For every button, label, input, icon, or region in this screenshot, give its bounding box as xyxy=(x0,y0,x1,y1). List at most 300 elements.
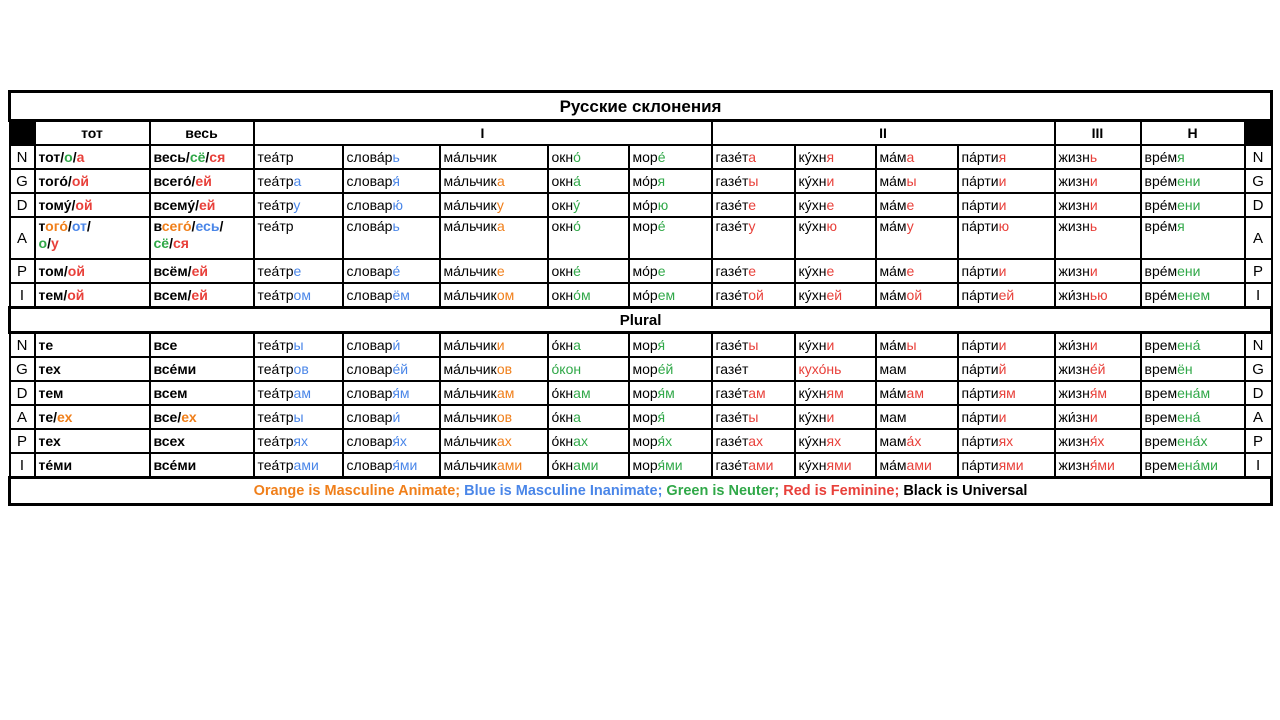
case-label-right: N xyxy=(1245,333,1272,358)
ending-segment: па́рти xyxy=(961,148,999,165)
ending-segment: ма́льчик xyxy=(443,336,497,353)
form-cell xyxy=(958,145,1055,169)
case-label-left: I xyxy=(10,283,35,308)
form-cell xyxy=(254,259,343,283)
ending-segment: газе́т xyxy=(715,218,749,234)
ending-segment: я́м xyxy=(392,384,410,401)
form-cell xyxy=(548,169,629,193)
ending-segment: окн xyxy=(551,286,574,303)
ending-segment: о xyxy=(38,235,48,251)
ending-segment: е xyxy=(293,262,302,279)
form-cell xyxy=(958,357,1055,381)
legend-entry: Black is Universal xyxy=(903,482,1028,499)
ending-segment: ма́льчик xyxy=(443,360,497,377)
ending-segment: ма́льчик xyxy=(443,172,497,189)
form-cell xyxy=(35,283,150,308)
ending-segment: а xyxy=(906,148,915,165)
form-cell xyxy=(254,193,343,217)
ending-segment: а xyxy=(76,148,85,165)
ending-segment: сё xyxy=(189,148,206,165)
form-cell xyxy=(629,429,712,453)
form-cell xyxy=(1141,283,1245,308)
form-cell xyxy=(548,333,629,358)
ending-segment: о́ xyxy=(573,148,581,165)
ending-segment: ом xyxy=(496,286,515,303)
ending-segment: е́й xyxy=(392,360,409,377)
form-cell xyxy=(712,405,795,429)
ending-segment: ом xyxy=(293,286,311,303)
form-cell xyxy=(343,429,440,453)
ending-segment: о́кн xyxy=(551,408,574,425)
ending-segment: ма́м xyxy=(879,196,907,213)
ending-segment: тех xyxy=(38,360,61,377)
ending-segment: ех xyxy=(181,408,197,425)
ending-segment: ени xyxy=(1177,262,1201,279)
case-label-right: A xyxy=(1245,405,1272,429)
form-cell xyxy=(1141,259,1245,283)
form-cell xyxy=(343,193,440,217)
ending-segment: ма́льчик xyxy=(443,148,497,165)
ending-segment: е́ xyxy=(392,262,401,279)
ending-segment: врем xyxy=(1144,432,1178,449)
singular-row xyxy=(10,283,1272,308)
ending-segment: ами xyxy=(496,456,523,473)
header-tot: тот xyxy=(35,121,150,146)
ending-segment: а xyxy=(573,336,581,353)
ending-segment: весь/ xyxy=(153,148,190,165)
case-label-right: N xyxy=(1245,145,1272,169)
ending-segment: я xyxy=(1177,218,1185,234)
ending-segment: я́ xyxy=(657,336,666,353)
ending-segment: й xyxy=(998,360,1007,377)
form-cell xyxy=(1141,193,1245,217)
ending-segment: е́й xyxy=(657,360,674,377)
ending-segment: ях xyxy=(293,432,308,449)
form-cell xyxy=(254,429,343,453)
form-cell xyxy=(958,217,1055,259)
ending-segment: ам xyxy=(293,384,311,401)
ending-segment: а xyxy=(496,218,505,234)
form-cell xyxy=(876,169,958,193)
case-label-left: N xyxy=(10,333,35,358)
ending-segment: па́рти xyxy=(961,172,999,189)
form-cell xyxy=(343,259,440,283)
ending-segment: есь xyxy=(195,218,220,234)
ending-segment: мор xyxy=(632,408,658,425)
ending-segment: жизн xyxy=(1058,196,1090,213)
ending-segment: ой xyxy=(71,172,89,189)
form-cell xyxy=(150,169,254,193)
ending-segment: и́ xyxy=(392,408,401,425)
case-label-right: A xyxy=(1245,217,1272,259)
ending-segment: а xyxy=(496,172,505,189)
ending-segment: ена́ xyxy=(1177,408,1201,425)
ending-segment: ой xyxy=(906,286,923,303)
form-cell xyxy=(958,453,1055,478)
ending-segment: мо́р xyxy=(632,196,658,213)
form-cell xyxy=(795,145,876,169)
ending-segment: те xyxy=(38,336,54,353)
ending-segment: ку́хн xyxy=(798,384,827,401)
ending-segment: ов xyxy=(496,408,513,425)
ending-segment: теа́тр xyxy=(257,196,294,213)
ending-segment: ах xyxy=(748,432,764,449)
ending-segment: па́рти xyxy=(961,432,999,449)
ending-segment: я xyxy=(1177,148,1185,165)
ending-segment: газе́т xyxy=(715,196,749,213)
ending-segment: теа́тр xyxy=(257,218,294,234)
ending-segment: жи́зн xyxy=(1058,286,1090,303)
ending-segment: е xyxy=(748,196,757,213)
ending-segment: е xyxy=(826,262,835,279)
ending-segment: ами xyxy=(573,456,599,473)
ending-segment: ях xyxy=(826,432,842,449)
ending-segment: па́рти xyxy=(961,196,999,213)
ending-segment: ю́ xyxy=(392,196,403,213)
form-cell xyxy=(254,333,343,358)
form-cell xyxy=(958,405,1055,429)
ending-segment: ов xyxy=(496,360,513,377)
ending-segment: теа́тр xyxy=(257,456,294,473)
form-cell xyxy=(712,145,795,169)
ending-segment: газе́т xyxy=(715,172,749,189)
form-cell xyxy=(1055,381,1141,405)
ending-segment: теа́тр xyxy=(257,262,294,279)
form-cell xyxy=(876,217,958,259)
form-cell xyxy=(712,381,795,405)
ending-segment: ма́льчик xyxy=(443,218,497,234)
ending-segment: а́х xyxy=(906,432,922,449)
form-cell xyxy=(958,193,1055,217)
form-cell xyxy=(795,381,876,405)
ending-segment: мор xyxy=(632,360,658,377)
case-label-right: P xyxy=(1245,429,1272,453)
singular-row xyxy=(10,259,1272,283)
form-cell xyxy=(629,217,712,259)
ending-segment: я xyxy=(998,148,1007,165)
ending-segment: газе́т xyxy=(715,456,749,473)
form-cell xyxy=(958,169,1055,193)
ending-segment: ы xyxy=(748,336,759,353)
ending-segment: ена́м xyxy=(1177,384,1211,401)
ending-segment: окн xyxy=(551,148,574,165)
ending-segment: е́ xyxy=(657,218,666,234)
ending-segment: е́й xyxy=(1089,360,1106,377)
ending-segment: ма́м xyxy=(879,456,907,473)
ending-segment: и xyxy=(826,408,835,425)
form-cell xyxy=(712,283,795,308)
ending-segment: и xyxy=(998,172,1007,189)
case-label-left: A xyxy=(10,217,35,259)
plural-row xyxy=(10,357,1272,381)
ending-segment: па́рти xyxy=(961,408,999,425)
ending-segment: е xyxy=(657,262,666,279)
ending-segment: ю xyxy=(826,218,838,234)
ending-segment: ена́ xyxy=(1177,336,1201,353)
ending-segment: газе́т xyxy=(715,360,749,377)
header-group-n: Н xyxy=(1141,121,1245,146)
case-label-left: D xyxy=(10,193,35,217)
ending-segment: мо́р xyxy=(632,172,658,189)
ending-segment: у xyxy=(748,218,756,234)
legend-entry: Green is Neuter; xyxy=(666,482,784,499)
ending-segment: ами xyxy=(748,456,774,473)
ending-segment: т xyxy=(38,218,46,234)
ending-segment: ма́льчик xyxy=(443,408,497,425)
ending-segment: жизн xyxy=(1058,432,1090,449)
ending-segment: ей xyxy=(191,286,208,303)
ending-segment: ма́м xyxy=(879,336,907,353)
form-cell xyxy=(440,169,548,193)
form-cell xyxy=(795,217,876,259)
ending-segment: жизн xyxy=(1058,384,1090,401)
ending-segment: е́ xyxy=(573,262,581,279)
ending-segment: словар xyxy=(346,408,393,425)
ending-segment: у xyxy=(293,196,301,213)
ending-segment: того́/ xyxy=(38,172,72,189)
form-cell xyxy=(548,283,629,308)
form-cell xyxy=(254,169,343,193)
singular-row xyxy=(10,169,1272,193)
form-cell xyxy=(343,405,440,429)
ending-segment: ы xyxy=(293,336,304,353)
ending-segment: я́ми xyxy=(392,456,418,473)
ending-segment: па́рти xyxy=(961,286,999,303)
ending-segment: о́кн xyxy=(551,336,574,353)
form-cell xyxy=(1141,217,1245,259)
case-label-left: D xyxy=(10,381,35,405)
ending-segment: ма́м xyxy=(879,148,907,165)
form-cell xyxy=(150,193,254,217)
case-label-left: G xyxy=(10,357,35,381)
ending-segment: всем xyxy=(153,384,188,401)
ending-segment: па́рти xyxy=(961,336,999,353)
ending-segment: и xyxy=(1089,408,1098,425)
form-cell xyxy=(958,429,1055,453)
ending-segment: ей xyxy=(195,172,212,189)
case-label-right: G xyxy=(1245,357,1272,381)
ending-segment: врем xyxy=(1144,360,1178,377)
form-cell xyxy=(629,145,712,169)
ending-segment: ена́ми xyxy=(1177,456,1218,473)
ending-segment: и xyxy=(826,336,835,353)
ending-segment: ю xyxy=(998,218,1010,234)
ending-segment: газе́т xyxy=(715,408,749,425)
ending-segment: словар xyxy=(346,432,393,449)
ending-segment: ени xyxy=(1177,196,1201,213)
ending-segment: ами xyxy=(293,456,319,473)
ending-segment: а́ xyxy=(573,172,581,189)
ending-segment: па́рти xyxy=(961,218,999,234)
ending-segment: ён xyxy=(1177,360,1193,377)
ending-segment: ма́м xyxy=(879,218,907,234)
form-cell xyxy=(629,405,712,429)
form-cell xyxy=(795,169,876,193)
ending-segment: па́рти xyxy=(961,384,999,401)
ending-segment: о́кн xyxy=(551,432,574,449)
form-cell xyxy=(254,381,343,405)
ending-segment: словар xyxy=(346,196,393,213)
form-cell xyxy=(629,259,712,283)
ending-segment: слова́р xyxy=(346,218,393,234)
declension-table xyxy=(8,90,1273,506)
ending-segment: а xyxy=(748,148,757,165)
form-cell xyxy=(1141,429,1245,453)
ending-segment: все/ xyxy=(153,408,182,425)
ending-segment: и xyxy=(998,408,1007,425)
form-cell xyxy=(548,357,629,381)
ending-segment: ь xyxy=(392,218,400,234)
ending-segment: вре́м xyxy=(1144,148,1178,165)
ending-segment: у xyxy=(50,235,59,251)
ending-segment: ем xyxy=(657,286,676,303)
singular-row xyxy=(10,145,1272,169)
plural-row xyxy=(10,453,1272,478)
ending-segment: ку́хн xyxy=(798,262,827,279)
ending-segment: мор xyxy=(632,384,658,401)
ending-segment: ы xyxy=(906,172,917,189)
form-cell xyxy=(876,193,958,217)
ending-segment: теа́тр xyxy=(257,384,294,401)
ending-segment: вре́м xyxy=(1144,196,1178,213)
plural-row xyxy=(10,405,1272,429)
form-cell xyxy=(548,259,629,283)
form-cell xyxy=(548,217,629,259)
form-cell xyxy=(712,217,795,259)
form-cell xyxy=(712,259,795,283)
ending-segment: / xyxy=(205,148,210,165)
form-cell xyxy=(1141,333,1245,358)
ending-segment: и xyxy=(1089,172,1098,189)
ending-segment: всем/ xyxy=(153,286,192,303)
form-cell xyxy=(876,283,958,308)
form-cell xyxy=(254,453,343,478)
form-cell xyxy=(35,169,150,193)
form-cell xyxy=(876,333,958,358)
case-label-left: P xyxy=(10,429,35,453)
form-cell xyxy=(629,357,712,381)
form-cell xyxy=(343,145,440,169)
ending-segment: жизн xyxy=(1058,262,1090,279)
ending-segment: жи́зн xyxy=(1058,408,1090,425)
ending-segment: па́рти xyxy=(961,360,999,377)
form-cell xyxy=(629,333,712,358)
ending-segment: я́ми xyxy=(657,456,683,473)
ending-segment: ку́хн xyxy=(798,148,827,165)
ending-segment: ём xyxy=(392,286,410,303)
form-cell xyxy=(343,217,440,259)
form-cell xyxy=(440,453,548,478)
ending-segment: мор xyxy=(632,456,658,473)
form-cell xyxy=(1055,145,1141,169)
ending-segment: / xyxy=(219,218,224,234)
ending-segment: / xyxy=(47,235,51,251)
ending-segment: ку́хн xyxy=(798,218,827,234)
form-cell xyxy=(1141,453,1245,478)
form-cell xyxy=(150,217,254,259)
ending-segment: газе́т xyxy=(715,384,749,401)
ending-segment: слова́р xyxy=(346,148,393,165)
ending-segment: ях xyxy=(998,432,1014,449)
ending-segment: ма́льчик xyxy=(443,432,497,449)
ending-segment: я́м xyxy=(1089,384,1108,401)
ending-segment: е xyxy=(496,262,505,279)
ending-segment: теа́тр xyxy=(257,360,294,377)
ending-segment: все́ми xyxy=(153,456,197,473)
ending-segment: жизн xyxy=(1058,172,1090,189)
ending-segment: и xyxy=(1089,262,1098,279)
ending-segment: я́х xyxy=(1089,432,1105,449)
ending-segment: ей xyxy=(826,286,843,303)
corner-block-left xyxy=(10,121,35,146)
form-cell xyxy=(1055,217,1141,259)
ending-segment: ку́хн xyxy=(798,196,827,213)
form-cell xyxy=(343,381,440,405)
form-cell xyxy=(958,283,1055,308)
form-cell xyxy=(876,429,958,453)
ending-segment: ех xyxy=(57,408,73,425)
ending-segment: газе́т xyxy=(715,148,749,165)
ending-segment: всего́/ xyxy=(153,172,196,189)
ending-segment: окн xyxy=(551,262,574,279)
ending-segment: ма́льчик xyxy=(443,456,497,473)
ending-segment: вре́м xyxy=(1144,218,1178,234)
form-cell xyxy=(795,453,876,478)
ending-segment: ы xyxy=(748,172,759,189)
ending-segment: ма́льчик xyxy=(443,196,497,213)
form-cell xyxy=(35,357,150,381)
ending-segment: ку́хн xyxy=(798,456,827,473)
ending-segment: мор xyxy=(632,148,658,165)
ending-segment: ку́хн xyxy=(798,432,827,449)
ending-segment: вре́м xyxy=(1144,286,1178,303)
form-cell xyxy=(150,283,254,308)
ending-segment: е xyxy=(748,262,757,279)
case-label-left: A xyxy=(10,405,35,429)
form-cell xyxy=(150,259,254,283)
ending-segment: вре́м xyxy=(1144,262,1178,279)
form-cell xyxy=(876,259,958,283)
legend-entry: Blue is Masculine Inanimate; xyxy=(464,482,667,499)
ending-segment: ь xyxy=(1089,218,1098,234)
form-cell xyxy=(35,193,150,217)
ending-segment: вре́м xyxy=(1144,172,1178,189)
ending-segment: газе́т xyxy=(715,336,749,353)
ending-segment: том/ xyxy=(38,262,68,279)
form-cell xyxy=(254,145,343,169)
ending-segment: о́кон xyxy=(551,360,582,377)
ending-segment: ой xyxy=(67,262,85,279)
header-group-2: II xyxy=(712,121,1055,146)
ending-segment: ями xyxy=(826,456,852,473)
form-cell xyxy=(1141,145,1245,169)
ending-segment: врем xyxy=(1144,456,1178,473)
ending-segment: я́ xyxy=(392,172,400,189)
ending-segment: мам xyxy=(879,408,907,425)
form-cell xyxy=(343,169,440,193)
ending-segment: теа́тр xyxy=(257,172,294,189)
ending-segment: я xyxy=(826,148,835,165)
color-legend xyxy=(10,478,1272,505)
form-cell xyxy=(629,169,712,193)
ending-segment: енем xyxy=(1177,286,1211,303)
case-label-left: N xyxy=(10,145,35,169)
ending-segment: я́м xyxy=(657,384,675,401)
form-cell xyxy=(35,405,150,429)
case-label-left: P xyxy=(10,259,35,283)
case-label-right: P xyxy=(1245,259,1272,283)
form-cell xyxy=(440,357,548,381)
